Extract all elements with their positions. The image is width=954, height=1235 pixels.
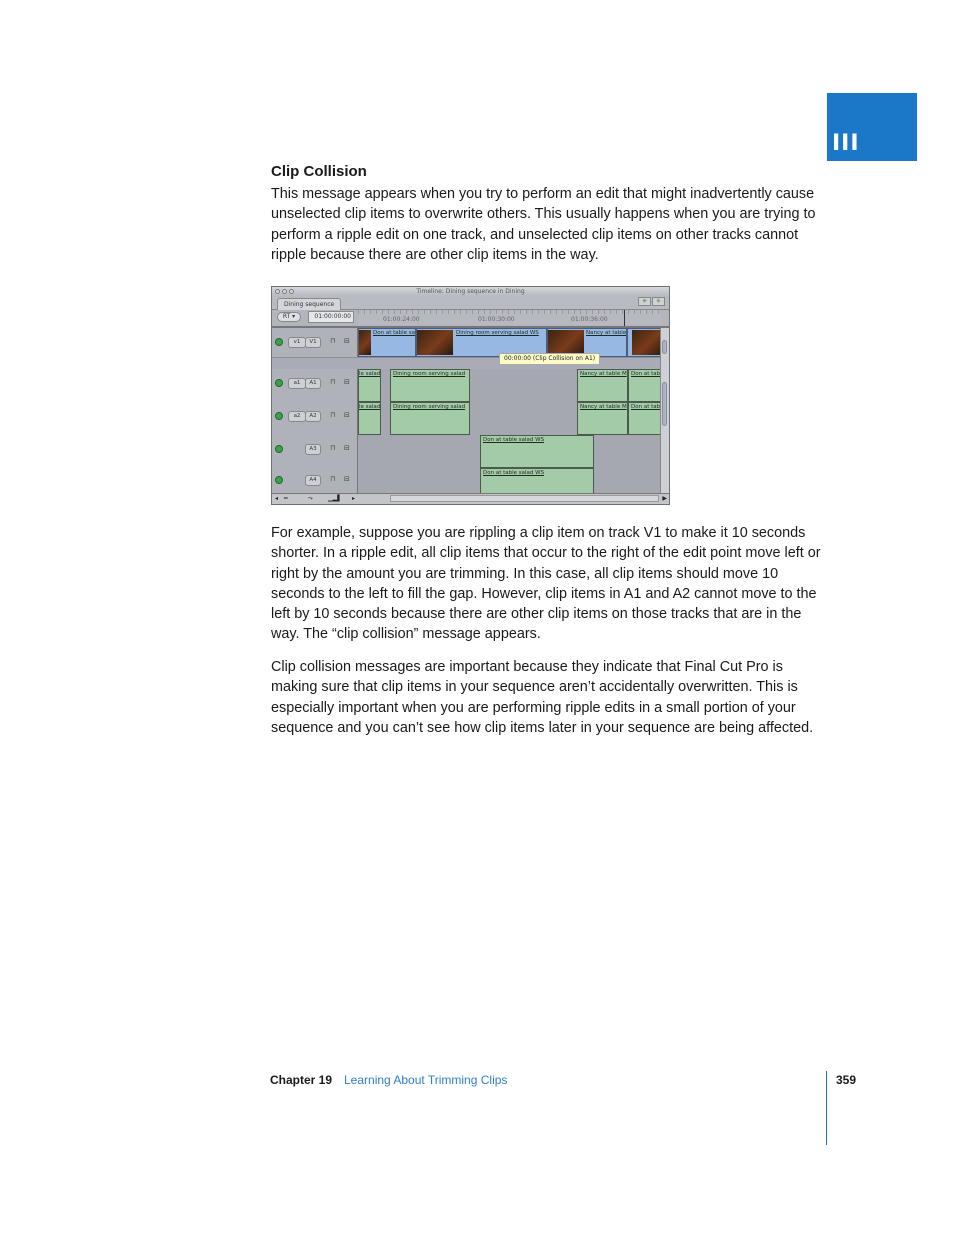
auto-select-icon[interactable]: ⊟ (344, 337, 350, 345)
clip[interactable]: Don at table salad WS (480, 435, 594, 468)
clip[interactable] (627, 328, 664, 357)
lock-icon[interactable]: ⊓ (330, 378, 336, 386)
footer-chapter-title-link[interactable]: Learning About Trimming Clips (344, 1073, 508, 1087)
lock-icon[interactable]: ⊓ (330, 444, 336, 452)
destination-patch[interactable]: V1 (305, 337, 321, 348)
clip[interactable]: Don at tab (628, 402, 664, 435)
section-heading: Clip Collision (271, 163, 367, 180)
destination-patch[interactable]: A3 (305, 444, 321, 455)
timeline-screenshot (271, 286, 670, 505)
rt-popup-button[interactable]: RT ▾ (277, 312, 301, 322)
tab-dining-sequence[interactable]: Dining sequence (277, 298, 341, 310)
zoom-control-icon[interactable]: ▸ (352, 495, 356, 502)
track-header (272, 328, 358, 357)
scroll-thumb[interactable] (662, 382, 667, 426)
linking-toggle-icon[interactable]: ✳ (638, 297, 651, 306)
clip-thumbnail (632, 330, 662, 355)
clip[interactable]: Don at tab (628, 369, 664, 402)
importance-paragraph: Clip collision messages are important because they indicate that Final Cut Pro is making sure that clip items in your sequence aren’t accidentally overwritten. This is especially important when you are performing ripple edits in a small portion of your sequence and you can’t see how clip items later in your sequence are being affected. (271, 659, 814, 736)
part-number: III (832, 131, 860, 156)
playhead[interactable] (624, 310, 625, 326)
scroll-thumb[interactable] (662, 340, 667, 354)
minimize-button[interactable] (282, 289, 287, 294)
clip-thumbnail (359, 330, 371, 355)
intro-paragraph: This message appears when you try to perform an edit that might inadvertently cause unselected clip items to overwrite others. This usually happens when you are trying to perform a ripple edit on one track, and unselected clip items on other tracks cannot ripple because there are other clip items in the way. (271, 186, 816, 263)
track-area (272, 328, 661, 494)
source-patch[interactable]: a2 (288, 411, 306, 422)
destination-patch[interactable]: A4 (305, 475, 321, 486)
auto-select-icon[interactable]: ⊟ (344, 411, 350, 419)
auto-select-icon[interactable]: ⊟ (344, 444, 350, 452)
part-tab (827, 93, 917, 161)
scroll-right-icon[interactable]: ▶ (662, 495, 667, 502)
track-lane (358, 369, 661, 402)
timeline-ruler[interactable] (358, 310, 661, 325)
clip-collision-tooltip: 00:00:00 (Clip Collision on A1) (499, 353, 600, 365)
view-buttons (638, 297, 665, 306)
window-title: Timeline: Dining sequence in Dining (416, 288, 525, 295)
clip[interactable]: Dining room serving salad WS (416, 328, 547, 357)
clip-overlays-icon[interactable]: ⤳ (308, 495, 313, 502)
destination-patch[interactable]: A2 (305, 411, 321, 422)
lock-icon[interactable]: ⊓ (330, 475, 336, 483)
track-lane (358, 402, 661, 435)
page-number: 359 (836, 1073, 857, 1087)
clip[interactable]: le salad (358, 369, 381, 402)
window-controls (275, 289, 294, 294)
audio-controls-icon[interactable]: ◂ (275, 495, 279, 502)
source-patch[interactable]: v1 (288, 337, 306, 348)
clip[interactable]: Dining room serving salad (390, 369, 470, 402)
auto-select-icon[interactable]: ⊟ (344, 475, 350, 483)
track-header (272, 435, 358, 468)
track-header (272, 468, 358, 496)
example-paragraph: For example, suppose you are rippling a clip item on track V1 to make it 10 seconds shorter. In a ripple edit, all clip items that occur to the right of the edit point move left or right by the amount you are trimming. In this case, all clip items should move 10 seconds to the left to fill the gap. However, clip items in A1 and A2 cannot move to the left by 10 seconds because there are other clip items on those tracks that are in the way. The “clip collision” message appears. (271, 525, 821, 643)
clip[interactable]: Nancy at table (547, 328, 627, 357)
ruler-row (272, 310, 669, 328)
audible-icon[interactable] (275, 379, 283, 387)
destination-patch[interactable]: A1 (305, 378, 321, 389)
vertical-scrollbar[interactable] (660, 328, 669, 494)
close-button[interactable] (275, 289, 280, 294)
ruler-tick: 01:00:30:00 (478, 316, 515, 323)
track-lane (358, 435, 661, 468)
timeline-bottom-bar (272, 493, 669, 504)
clip[interactable]: Nancy at table M (577, 369, 628, 402)
track-a3 (272, 435, 661, 469)
track-header (272, 402, 358, 435)
timecode-field[interactable]: 01:00:00:00 (308, 311, 354, 323)
clip[interactable]: Nancy at table M (577, 402, 628, 435)
clip[interactable]: Don at table sa (358, 328, 416, 357)
clip-thumbnail (417, 330, 453, 355)
clip-thumbnail (548, 330, 584, 355)
window-titlebar (272, 287, 669, 297)
lock-icon[interactable]: ⊓ (330, 411, 336, 419)
tab-row (272, 297, 669, 310)
clip[interactable]: le salad (358, 402, 381, 435)
zoom-slider-icon[interactable]: ▁▂▌ (328, 495, 342, 502)
track-header (272, 369, 358, 402)
horizontal-scrollbar[interactable] (390, 495, 659, 502)
audible-icon[interactable] (275, 476, 283, 484)
audible-icon[interactable] (275, 412, 283, 420)
audible-icon[interactable] (275, 445, 283, 453)
ruler-tick: 01:00:24:00 (383, 316, 420, 323)
track-a1 (272, 369, 661, 403)
track-height-icon[interactable]: ═ (284, 495, 288, 502)
track-a2 (272, 402, 661, 436)
auto-select-icon[interactable]: ⊟ (344, 378, 350, 386)
footer-chapter: Chapter 19 (270, 1073, 333, 1087)
track-v1 (272, 328, 661, 358)
ruler-tick: 01:00:36:00 (571, 316, 608, 323)
clip[interactable]: Don at table salad WS (480, 468, 594, 496)
zoom-button[interactable] (289, 289, 294, 294)
source-patch[interactable]: a1 (288, 378, 306, 389)
clip[interactable]: Dining room serving salad (390, 402, 470, 435)
track-lane (358, 468, 661, 496)
footer-divider (826, 1071, 827, 1145)
snapping-toggle-icon[interactable]: ⚘ (652, 297, 665, 306)
lock-icon[interactable]: ⊓ (330, 337, 336, 345)
track-visibility-icon[interactable] (275, 338, 283, 346)
